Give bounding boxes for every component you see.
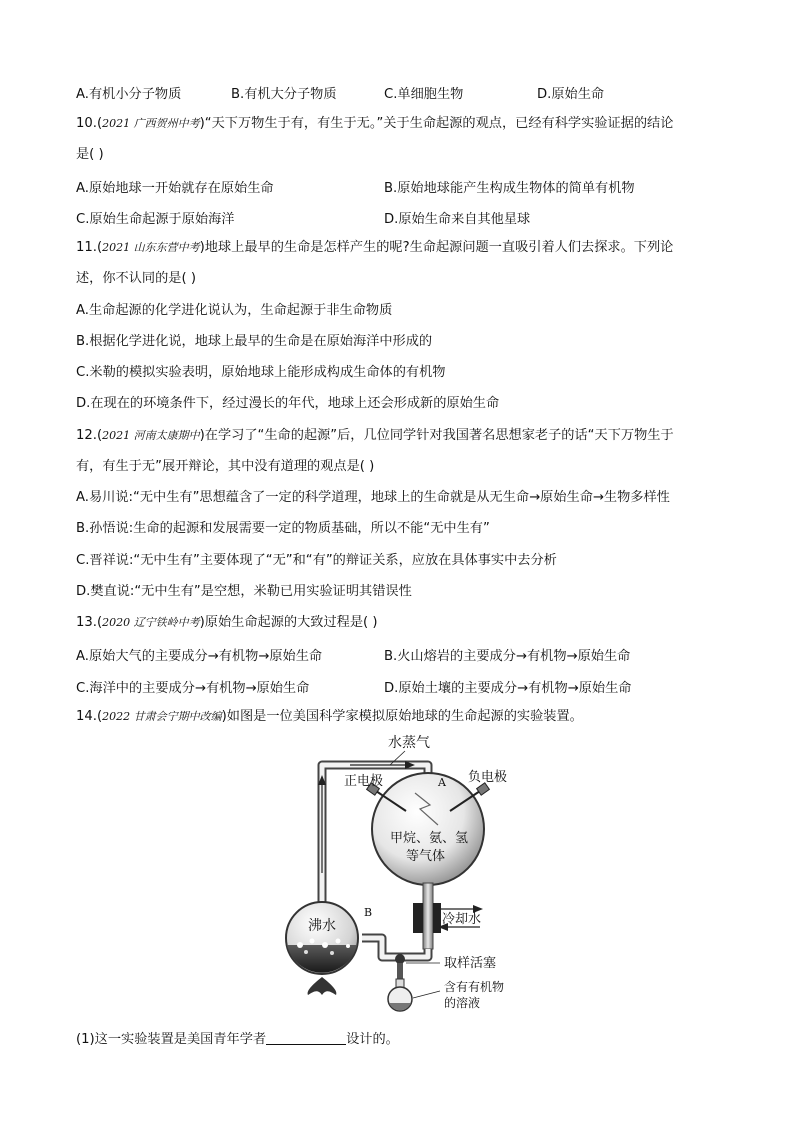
q12-option-c[interactable]: C.晋祥说:“无中生有”主要体现了“无”和“有”的辩证关系，应放在具体事实中去分析	[76, 553, 557, 568]
q14-source: 2022 甘肃会宁期中改编	[102, 710, 222, 723]
q10-option-d[interactable]: D.原始生命来自其他星球	[384, 212, 531, 227]
q13-option-c[interactable]: C.海洋中的主要成分→有机物→原始生命	[76, 681, 310, 696]
q12-source: 2021 河南太康期中	[102, 429, 200, 442]
q11-option-d[interactable]: D.在现在的环境条件下，经过漫长的年代，地球上还会形成新的原始生命	[76, 396, 500, 411]
q12-option-d[interactable]: D.樊直说:“无中生有”是空想，米勒已用实验证明其错误性	[76, 584, 412, 599]
anode-label: 正电极	[344, 774, 384, 789]
solution-label-line1: 含有有机物	[444, 980, 505, 994]
boiling-flask	[286, 902, 358, 974]
q11-stem: 11.(2021 山东东营中考)地球上最早的生命是怎样产生的呢?生命起源问题一直吸引着人们去探求。下列论	[76, 240, 674, 255]
miller-apparatus-figure	[270, 733, 540, 1015]
stopcock-label: 取样活塞	[444, 956, 497, 971]
solution-label-line2: 的溶液	[444, 996, 481, 1010]
q11-option-a[interactable]: A.生命起源的化学进化说认为，生命起源于非生命物质	[76, 303, 393, 318]
q12-option-a[interactable]: A.易川说:“无中生有”思想蕴含了一定的科学道理，地球上的生命就是从无生命→原始生命→生物多样性	[76, 490, 670, 505]
q13-stem: 13.(2020 辽宁铁岭中考)原始生命起源的大致过程是( )	[76, 615, 378, 630]
cathode-label: 负电极	[468, 770, 508, 785]
q9-option-d[interactable]: D.原始生命	[537, 87, 605, 102]
q12-stem: 12.(2021 河南太康期中)在学习了“生命的起源”后，几位同学针对我国著名思想家老子的话“天下万物生于	[76, 428, 674, 443]
gas-label-line1: 甲烷、氨、氢	[390, 831, 469, 846]
q10-option-c[interactable]: C.原始生命起源于原始海洋	[76, 212, 235, 227]
boiling-water-label: 沸水	[308, 918, 336, 934]
sampling-stopcock	[395, 954, 405, 979]
q9-option-a[interactable]: A.有机小分子物质	[76, 87, 182, 102]
q11-option-c[interactable]: C.米勒的模拟实验表明，原始地球上能形成构成生命体的有机物	[76, 365, 446, 380]
q12-stem-cont: 有，有生于无”展开辩论，其中没有道理的观点是( )	[76, 459, 375, 474]
cooling-water-label: 冷却水	[442, 912, 482, 927]
burner-flame-icon	[308, 977, 337, 995]
q12-option-b[interactable]: B.孙悟说:生命的起源和发展需要一定的物质基础，所以不能“无中生有”	[76, 521, 490, 536]
steam-label: 水蒸气	[388, 735, 430, 751]
q10-stem: 10.(2021 广西贺州中考)“天下万物生于有，有生于无。”关于生命起源的观点，已经有科学实验证据的结论	[76, 116, 674, 131]
q13-option-a[interactable]: A.原始大气的主要成分→有机物→原始生命	[76, 649, 323, 664]
q11-stem-cont: 述，你不认同的是( )	[76, 271, 196, 286]
point-a-label: A	[438, 776, 446, 789]
q11-source: 2021 山东东营中考	[102, 241, 200, 254]
q14-subquestion-1: (1)这一实验装置是美国青年学者 设计的。	[76, 1032, 399, 1047]
q10-source: 2021 广西贺州中考	[102, 117, 200, 130]
answer-blank[interactable]	[266, 1030, 346, 1045]
q11-option-b[interactable]: B.根据化学进化说，地球上最早的生命是在原始海洋中形成的	[76, 334, 433, 349]
q9-option-c[interactable]: C.单细胞生物	[384, 87, 464, 102]
q10-option-a[interactable]: A.原始地球一开始就存在原始生命	[76, 181, 274, 196]
q13-option-d[interactable]: D.原始土壤的主要成分→有机物→原始生命	[384, 681, 632, 696]
q13-option-b[interactable]: B.火山熔岩的主要成分→有机物→原始生命	[384, 649, 631, 664]
q13-source: 2020 辽宁铁岭中考	[102, 616, 200, 629]
q10-stem-cont: 是( )	[76, 147, 104, 162]
point-b-label: B	[364, 906, 373, 919]
q10-option-b[interactable]: B.原始地球能产生构成生物体的简单有机物	[384, 181, 635, 196]
reaction-flask	[372, 773, 484, 885]
q9-option-b[interactable]: B.有机大分子物质	[231, 87, 337, 102]
condenser-jacket	[413, 903, 423, 933]
collection-flask	[388, 979, 412, 1011]
gas-label-line2: 等气体	[406, 849, 446, 864]
q14-stem: 14.(2022 甘肃会宁期中改编)如图是一位美国科学家模拟原始地球的生命起源的实验装置。	[76, 709, 583, 724]
